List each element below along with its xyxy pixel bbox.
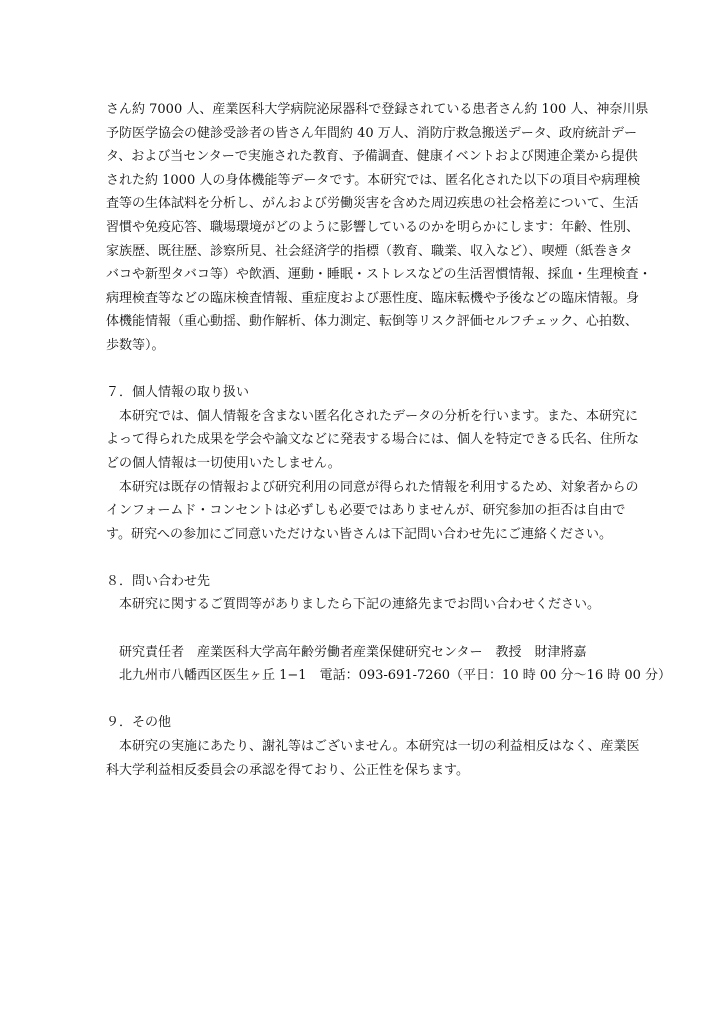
section-contact [106, 570, 672, 688]
intro-line: 査等の生体試料を分析し、がんおよび労働災害を含めた周辺疾患の社会格差について、生活 [106, 196, 639, 212]
paragraph-line: 本研究に関するご質問等がありましたら下記の連絡先までお問い合わせください。 [119, 597, 601, 613]
intro-line: 家族歴、既往歴、診察所見、社会経済学的指標（教育、職業、収入など）、喫煙（紙巻きタ [106, 243, 633, 259]
spacer [106, 617, 622, 641]
intro-line: バコや新型タバコ等）や飲酒、運動・睡眠・ストレスなどの生活習慣情報、採血・生理検査・ [106, 267, 652, 283]
section-heading: ７．個人情報の取り扱い [106, 385, 250, 401]
intro-line: 体機能情報（重心動揺、動作解析、体力測定、転倒等リスク評価セルフチェック、心拍数、 [106, 314, 638, 330]
intro-line: された約 1000 人の身体機能等データです。本研究では、匿名化された以下の項目や病理検 [106, 172, 641, 188]
section-other [106, 711, 640, 782]
intro-line: 病理検査等などの臨床検査情報、重症度および悪性度、臨床転機や予後などの臨床情報。身 [106, 290, 640, 306]
paragraph-line: す。研究への参加にご同意いただけない皆さんは下記問い合わせ先にご連絡ください。 [106, 526, 612, 542]
intro-line: 習慣や免疫応答、職場環境がどのように影響しているのかを明らかにします：年齢、性別、 [106, 219, 640, 235]
intro-line: タ、および当センターで実施された教育、予備調査、健康イベントおよび関連企業から提供 [106, 149, 638, 165]
paragraph-line: よって得られた成果を学会や論文などに発表する場合には、個人を特定できる氏名、住所な [106, 432, 640, 448]
intro-paragraph [106, 98, 652, 358]
spacer [106, 358, 622, 382]
intro-line: 歩数等）。 [106, 337, 165, 353]
document-body [106, 98, 672, 782]
contact-address: 北九州市八幡西区医生ヶ丘 1−1 電話：093-691-7260（平日：10 時 00 分〜16 時 00 分） [119, 668, 672, 684]
section-personal-info [106, 381, 640, 546]
intro-line: さん約 7000 人、産業医科大学病院泌尿器科で登録されている患者さん約 100 人、神奈川県 [106, 102, 649, 117]
paragraph-line: 本研究の実施にあたり、謝礼等はございません。本研究は一切の利益相反はなく、産業医 [119, 739, 640, 755]
paragraph-line: 本研究は既存の情報および研究利用の同意が得られた情報を利用するため、対象者からの [119, 479, 639, 495]
contact-person: 研究責任者 産業医科大学高年齢労働者産業保健研究センター 教授 財津將嘉 [119, 644, 587, 660]
spacer [106, 688, 622, 712]
intro-line: 予防医学協会の健診受診者の皆さん年間約 40 万人、消防庁救急搬送データ、政府統計デー [106, 125, 638, 141]
paragraph-line: 科大学利益相反委員会の承認を得ており、公正性を保ちます。 [106, 762, 469, 778]
paragraph-line: インフォームド・コンセントは必ずしも必要ではありませんが、研究参加の拒否は自由で [106, 503, 626, 519]
section-heading: ９．その他 [106, 715, 172, 731]
paragraph-line: 本研究では、個人情報を含まない匿名化されたデータの分析を行います。また、本研究に [119, 408, 638, 424]
section-heading: ８．問い合わせ先 [106, 573, 211, 589]
paragraph-line: どの個人情報は一切使用いたしません。 [106, 455, 341, 471]
spacer [106, 546, 622, 570]
